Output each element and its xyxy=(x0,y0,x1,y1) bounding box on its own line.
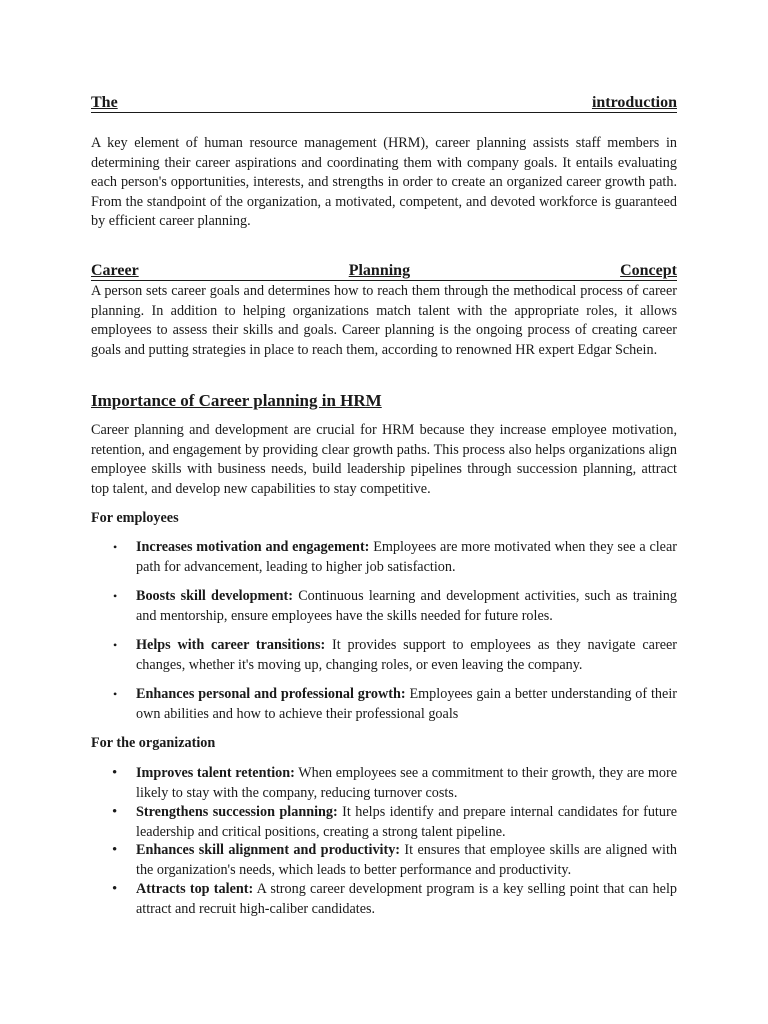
list-item-text: When employees see a commitment to their growth, they are more likely to stay with the company, reducing turnover costs. xyxy=(136,765,677,801)
list-item-text: A strong career development program is a key selling point that can help attract and recruit high-caliber candidates. xyxy=(136,881,677,917)
concept-heading xyxy=(91,262,677,281)
list-item-text: It helps identify and prepare internal candidates for future leadership and critical positions, creating a strong talent pipeline. xyxy=(136,804,677,840)
bullet-icon: • xyxy=(113,540,118,554)
importance-heading: Importance of Career planning in HRM xyxy=(91,391,382,410)
bullet-icon: • xyxy=(112,804,118,820)
organization-subheading: For the organization xyxy=(91,735,216,751)
list-item-text: Employees are more motivated when they see a clear path for advancement, leading to higher job satisfaction. xyxy=(136,539,677,575)
bullet-icon: • xyxy=(112,881,118,897)
list-item-title: Increases motivation and engagement: xyxy=(136,539,370,555)
list-item-title: Strengthens succession planning: xyxy=(136,804,338,820)
list-item-title: Helps with career transitions: xyxy=(136,637,326,653)
intro-heading-right: introduction xyxy=(591,94,677,111)
concept-paragraph: A person sets career goals and determines how to reach them through the methodical process of career planning. In addition to helping organizations match talent with the appropriate roles, it allows employees to assess their skills and goals. Career planning is the ongoing process of creating career goals and putting strategies in place to reach them, according to renowned HR expert Edgar Schein. xyxy=(91,283,677,358)
list-item-title: Enhances skill alignment and productivity: xyxy=(136,842,401,858)
intro-paragraph: A key element of human resource management (HRM), career planning assists staff members in determining their career aspirations and coordinating them with company goals. It entails evaluating each person's opportunities, interests, and strengths in order to create an organized career growth path. From the standpoint of the organization, a motivated, competent, and devoted workforce is guaranteed by efficient career planning. xyxy=(91,135,677,229)
list-item-text: Continuous learning and development activities, such as training and mentorship, ensure employees have the skills needed for future roles. xyxy=(136,588,677,624)
list-item-text: Employees gain a better understanding of their own abilities and how to achieve their professional goals xyxy=(136,686,677,722)
concept-heading-left: Career xyxy=(91,262,139,279)
list-item-title: Improves talent retention: xyxy=(136,765,295,781)
concept-heading-middle: Planning xyxy=(348,262,411,279)
bullet-icon: • xyxy=(112,765,118,781)
bullet-icon: • xyxy=(112,842,118,858)
list-item-text: It ensures that employee skills are aligned with the organization's needs, which leads to better performance and productivity. xyxy=(136,842,677,878)
importance-paragraph: Career planning and development are crucial for HRM because they increase employee motivation, retention, and engagement by providing clear growth paths. This process also helps organizations align employee skills with business needs, build leadership pipelines through succession planning, attract top talent, and develop new capabilities to stay competitive. xyxy=(91,422,677,497)
intro-heading xyxy=(91,94,677,113)
list-item-text: It provides support to employees as they navigate career changes, whether it's moving up, changing roles, or even leaving the company. xyxy=(136,637,678,673)
list-item-title: Boosts skill development: xyxy=(136,588,294,604)
intro-heading-left: The xyxy=(91,94,118,111)
concept-heading-right: Concept xyxy=(620,262,677,279)
employees-subheading: For employees xyxy=(91,510,179,526)
list-item-title: Enhances personal and professional growth: xyxy=(136,686,406,702)
bullet-icon: • xyxy=(113,589,118,603)
bullet-icon: • xyxy=(113,638,118,652)
bullet-icon: • xyxy=(113,687,118,701)
list-item-title: Attracts top talent: xyxy=(136,881,254,897)
